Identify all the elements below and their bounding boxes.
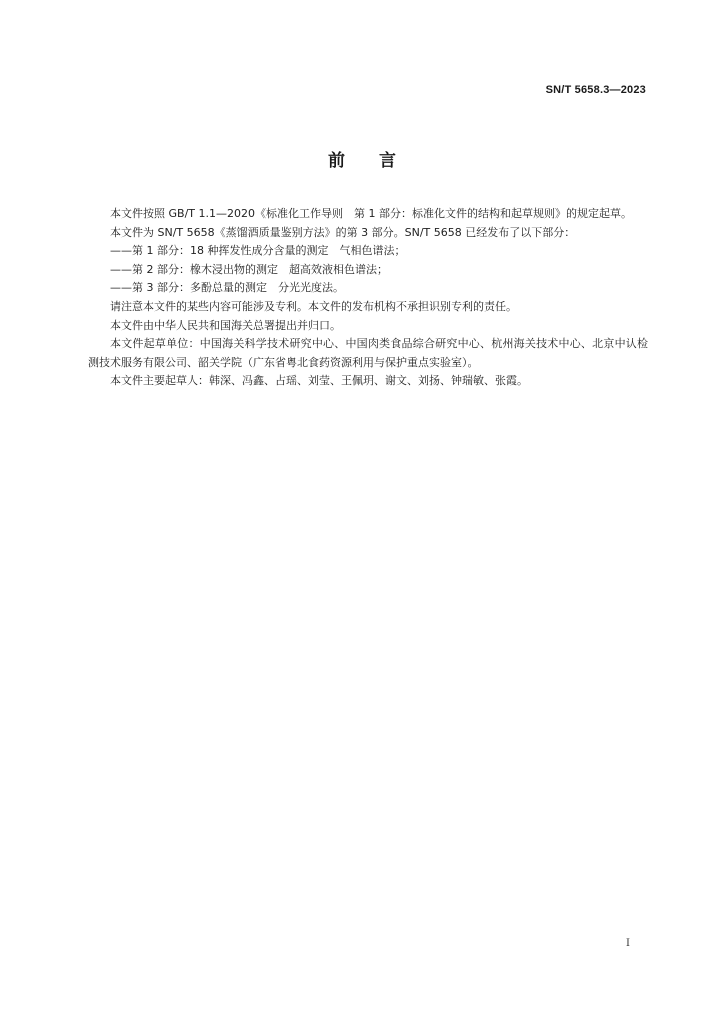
list-item-part-1: ——第 1 部分：18 种挥发性成分含量的测定 气相色谱法； [110,244,406,258]
paragraph-drafting-units: 本文件起草单位：中国海关科学技术研究中心、中国肉类食品综合研究中心、杭州海关技术中心、北京中认检测技术服务有限公司、韶关学院（广东省粤北食药资源利用与保护重点实验室）。 [88,337,648,369]
paragraph-patent-notice: 请注意本文件的某些内容可能涉及专利。本文件的发布机构不承担识别专利的责任。 [110,299,517,313]
paragraph-proposer: 本文件由中华人民共和国海关总署提出并归口。 [110,318,341,332]
foreword-body [88,205,648,391]
paragraph-series-intro: 本文件为 SN/T 5658《蒸馏酒质量鉴别方法》的第 3 部分。SN/T 5658 已经发布了以下部分： [110,225,576,239]
paragraph-drafters: 本文件主要起草人：韩深、冯鑫、占瑶、刘莹、王佩玥、谢文、刘扬、钟瑞敏、张霞。 [110,374,528,388]
list-item-part-3: ——第 3 部分：多酚总量的测定 分光光度法。 [110,281,344,295]
page-number: I [626,938,630,949]
list-item-part-2: ——第 2 部分：橡木浸出物的测定 超高效液相色谱法； [110,262,388,276]
paragraph-drafting-rules: 本文件按照 GB/T 1.1—2020《标准化工作导则 第 1 部分：标准化文件的结构和起草规则》的规定起草。 [110,207,632,220]
page-title: 前言 [328,151,430,171]
document-id: SN/T 5658.3—2023 [545,84,646,96]
